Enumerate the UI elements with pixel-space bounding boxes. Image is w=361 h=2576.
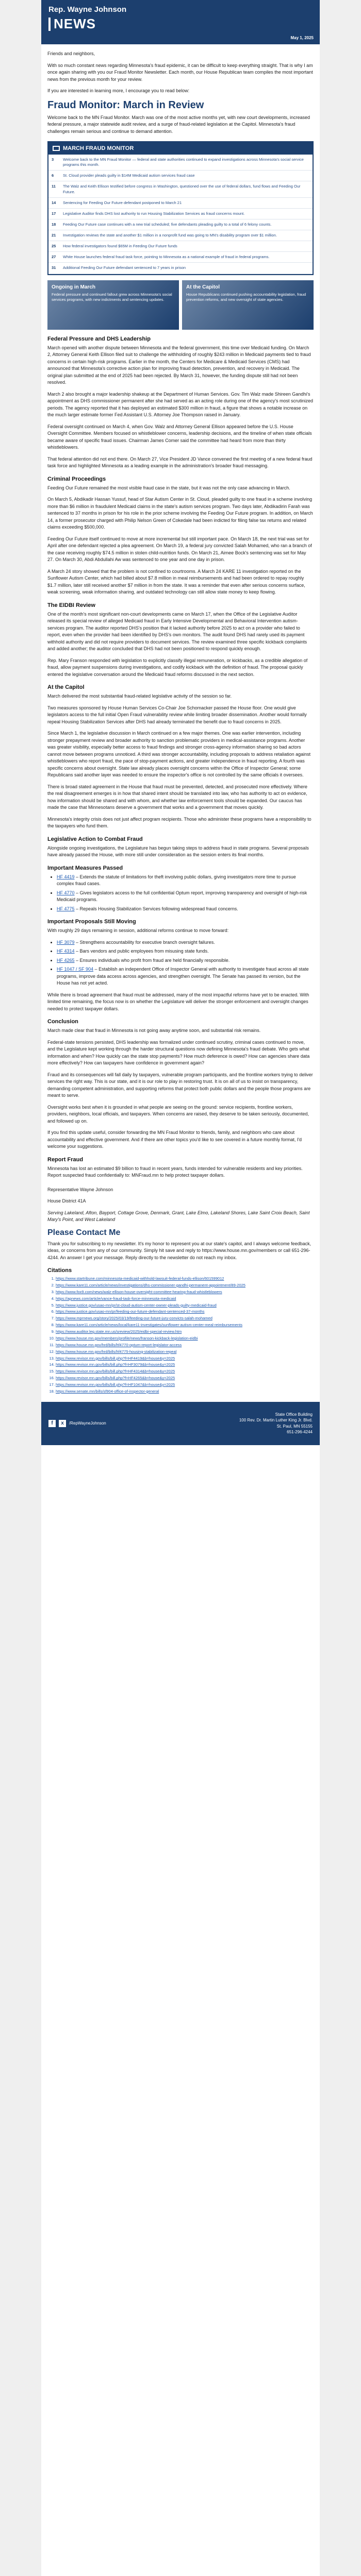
section-paragraph: That federal attention did not end there. On March 27, Vice President JD Vance convened the first meeting of a new federal fraud task force and highlighted Minnesota as a leading example in the administration's broader fraud messaging. (47, 456, 313, 468)
monitor-text[interactable]: Legislative Auditor finds DHS lost authority to run Housing Stabilization Services as fraud concerns mount. (63, 211, 245, 216)
intro (47, 50, 314, 95)
monitor-item[interactable] (48, 219, 313, 230)
citation-link[interactable]: 1. https://www.startribune.com/minnesota-medicaid-withhold-lawsuit-federal-funds-ellison/601599012 (56, 1276, 314, 1282)
monitor-day: 17 (52, 211, 56, 216)
bill-separator: – (74, 957, 80, 963)
monitor-item[interactable] (48, 263, 313, 274)
office-address (180, 1412, 313, 1435)
newsletter-footer (41, 1402, 320, 1445)
bill-item (57, 948, 314, 955)
bill-link[interactable]: HF 4775 (57, 906, 75, 911)
monitor-item[interactable] (48, 209, 313, 219)
newsletter (41, 0, 320, 2576)
fraud-monitor-header (48, 142, 313, 155)
bill-separator: – (74, 890, 80, 895)
monitor-item[interactable] (48, 181, 313, 197)
monitor-day: 25 (52, 244, 56, 249)
article-section (47, 336, 314, 470)
monitor-day: 3 (52, 157, 54, 162)
feature-card (47, 280, 179, 330)
bill-link[interactable]: HF 4265 (57, 957, 75, 963)
bill-link[interactable]: HF 4314 (57, 948, 75, 954)
newsletter-header (41, 0, 320, 44)
citation-link[interactable]: 18. https://www.senate.mn/bills/sf904-office-of-inspector-general (56, 1389, 314, 1395)
citation-link[interactable]: 17. https://www.revisor.mn.gov/bills/bill.php?f=HF1047&b=house&y=2025 (56, 1382, 314, 1388)
citation-link[interactable]: 14. https://www.revisor.mn.gov/bills/bill.php?f=HF3079&b=house&y=2025 (56, 1362, 314, 1368)
issue-date: May 1, 2025 (290, 36, 314, 40)
intro-paragraph: Friends and neighbors, (47, 51, 95, 56)
citation-link[interactable]: 6. https://www.justice.gov/usao-mn/pr/feeding-our-future-defendant-sentenced-37-months (56, 1309, 314, 1315)
monitor-item[interactable] (48, 171, 313, 181)
card-text: House Republicans continued pushing accountability legislation, fraud prevention reforms, and new oversight of state agencies. (186, 292, 306, 302)
card-title: Ongoing in March (52, 284, 95, 290)
bill-link[interactable]: HF 4770 (57, 890, 75, 895)
monitor-text[interactable]: St. Cloud provider pleads guilty in $14M Medicaid autism services fraud case (63, 173, 195, 178)
served-cities: Serving Lakeland, Afton, Bayport, Cottage Grove, Denmark, Grant, Lake Elmo, Lakeland Shores, Lake Saint Croix Beach, Saint Mary's Point, and West Lakeland (47, 1210, 310, 1222)
section-heading: Report Fraud (47, 1156, 84, 1163)
bill-description: Establish an independent Office of Inspector General with authority to investigate fraud across all state programs, improve data access across agencies, and strengthen oversight. The Senate has passed its version, but the House has not yet acted. (57, 967, 309, 986)
section-paragraph: Two measures sponsored by House Human Services Co-Chair Joe Schomacker passed the House floor. One would give legislators access to the full initial Open Fraud vulnerability review while limiting broader dissemination. Another would formally repeal Housing Stabilization Services after DHS had already terminated the benefit due to fraud concerns in 2025. (47, 705, 307, 724)
article-sections (47, 336, 314, 1179)
citation-link[interactable]: 12. https://www.house.mn.gov/hrd/bills/hf4775-housing-stabilization-repeal (56, 1349, 314, 1355)
calendar-icon (53, 146, 60, 151)
article-section (47, 836, 314, 859)
citation-link[interactable]: 15. https://www.revisor.mn.gov/bills/bill.php?f=HF4314&b=house&y=2025 (56, 1369, 314, 1375)
article-section (47, 684, 314, 830)
bill-description: Strengthens accountability for executive branch oversight failures. (79, 939, 215, 945)
signature-name: Representative Wayne Johnson (47, 1187, 113, 1192)
monitor-item[interactable] (48, 241, 313, 252)
article-section (47, 919, 314, 987)
section-intro: With roughly 29 days remaining in session, additional reforms continue to move forward: (47, 928, 229, 933)
section-paragraph: Since March 1, the legislative discussion in March continued on a few major themes. One was earlier intervention, including stronger prepayment review and broader authority to sanction problematic providers in medical-assistance programs. Another was greater visibility, especially better access to fraud findings and stronger cross-agency information sharing so bad actors cannot move between programs unnoticed. A third was stronger accountability, including proposals to address retaliation against whistleblowers who report fraud, the pace of stop-payment actions, and greater independence in fraud reporting. A fourth was specific concerns about oversight. State law already places oversight concerns within the Office of Inspector General; some Republicans said another layer was needed to ensure the inspector's office is not controlled by the same officials it oversees. (47, 731, 311, 777)
monitor-text[interactable]: Feeding Our Future case continues with a new trial scheduled; five defendants pleading guilty to a total of 6 felony counts. (63, 222, 272, 227)
section-paragraph: Alongside ongoing investigations, the Legislature has begun taking steps to address fraud in state programs. Several proposals have already passed the House, with more still under consideration as the session enters its final months. (47, 845, 309, 857)
x-icon[interactable]: x (59, 1420, 66, 1427)
section-paragraph: If you find this update useful, consider forwarding the MN Fraud Monitor to friends, family, and neighbors who care about accountability and effective government. And if there are other topics you'd like to see covered in a future monthly format, I'd welcome your suggestions. (47, 1130, 302, 1149)
card-title: At the Capitol (186, 284, 220, 290)
monitor-day: 31 (52, 265, 56, 270)
section-paragraph: March 2 also brought a major leadership shakeup at the Department of Human Services. Gov. Tim Walz made Shireen Gandhi's appointment as DHS commissioner permanent after she had served as an acting role during one of the agency's most scrutinized periods. The agency reported that it has deployed an estimated $300 million in fraud, a figure that shows a notable increase on the much larger estimate former Fed Assistant U.S. Attorney Joe Thompson raised in January. (47, 391, 313, 417)
office-phone: 651-296-4244 (287, 1430, 313, 1435)
bill-separator: – (74, 939, 80, 945)
section-paragraph: Federal-state tensions persisted, DHS leadership was formalized under continued scrutiny, criminal cases continued to move, and the Legislature kept working through the harder structural questions now defining Minnesota's fraud debate. Who gets what information and when? How quickly can the state stop payments? How much deference is owed? How can agencies share data more effectively? How can taxpayers have confidence in government again? (47, 1039, 310, 1065)
section-heading: Important Proposals Still Moving (47, 919, 136, 925)
section-paragraph: Minnesota's integrity crisis does not just affect program recipients. Those who administer these programs have a responsibility to the taxpayers who fund them. (47, 816, 311, 828)
monitor-text[interactable]: Welcome back to the MN Fraud Monitor — federal and state authorities continued to expand investigations across Minnesota's social service programs this month. (63, 157, 304, 167)
monitor-item[interactable] (48, 252, 313, 263)
citation-link[interactable]: 13. https://www.revisor.mn.gov/bills/bill.php?f=HF4419&b=house&y=2025 (56, 1356, 314, 1362)
article-section (47, 602, 314, 679)
signature-district: House District 41A (47, 1198, 86, 1204)
section-paragraph: March opened with another dispute between Minnesota and the federal government, this time over Medicaid funding. On March 2, Attorney General Keith Ellison filed suit to challenge the withholding of roughly $243 million in Medicaid payments tied to fraud concerns in certain high-risk programs. Earlier in the month, the Centers for Medicare & Medicaid Services (CMS) had announced that Minnesota's corrective action plan for improving fraud detection, prevention, and recovery in Medicaid. The original plan submitted at the end of 2025 had been rejected. By March 31, however, the funding dispute still had not been resolved. (47, 345, 311, 385)
citation-link[interactable]: 9. https://www.auditor.leg.state.mn.us/sreview/2025/eidbi-special-review.htm (56, 1329, 314, 1335)
citation-link[interactable]: 7. https://www.mprnews.org/story/2025/03/19/feeding-our-future-jury-convicts-salah-mohamed (56, 1316, 314, 1321)
monitor-day: 11 (52, 184, 56, 189)
bill-separator: – (74, 948, 80, 954)
bill-link[interactable]: HF 4419 (57, 874, 75, 879)
monitor-text[interactable]: Investigation reviews the state and another $1 million in a nonprofit fund was going to MN's disability program over $1 million. (63, 233, 277, 238)
bill-separator: – (93, 967, 99, 972)
fraud-monitor-box (47, 141, 314, 275)
feature-card (182, 280, 314, 330)
monitor-day: 27 (52, 255, 56, 260)
bill-description: Gives legislators access to the full confidential Optum report, improving transparency and oversight of high-risk Medicaid programs. (57, 890, 307, 902)
article-section (47, 1157, 314, 1179)
monitor-text[interactable]: White House launches federal fraud task force, pointing to Minnesota as a national example of fraud in federal programs. (63, 255, 270, 260)
monitor-text[interactable]: How federal investigators found $65M in Feeding Our Future funds (63, 244, 177, 249)
section-heading: At the Capitol (47, 684, 85, 690)
bill-item (57, 939, 314, 946)
section-paragraph: March made clear that fraud in Minnesota is not going away anytime soon, and substantial risk remains. (47, 1028, 261, 1033)
section-paragraph: Feeding Our Future itself continued to move at more incremental but still important pace. On March 18, the next trial was set for April after one defendant rejected a plea agreement. On March 19, a federal jury convicted Salah Mohamed, who ran a branch of the case receiving roughly $74.5 million in stolen child-nutrition funds. On March 21, Aimee Bock's sentencing was set for May 27. On March 30, Abdi Abdullahi Aw was sentenced to one year and one day in prison. (47, 536, 312, 562)
section-paragraph: There is broad stated agreement in the House that fraud must be prevented, detected, and prosecuted more effectively. Where the real disagreement emerges is in how that shared intent should be translated into law, who has authority to act on evidence, how information should be shared and with whom, and whether law enforcement tools should be expanded. Our caucus has made the case that Minnesotans deserve a government that works and a government that moves quickly. (47, 784, 307, 810)
citations (47, 1267, 314, 1395)
news-label: NEWS (54, 16, 96, 31)
bill-description: Extends the statute of limitations for theft involving public dollars, giving investigators more time to pursue complex fraud cases. (57, 874, 296, 886)
monitor-text[interactable]: Additional Feeding Our Future defendant sentenced to 7 years in prison (63, 265, 186, 270)
news-wordmark (48, 16, 313, 32)
section-paragraph: Minnesota has lost an estimated $9 billion to fraud in recent years, funds intended for vulnerable residents and key priorities. Report suspected fraud confidentially to: MNFraud.mn to help protect taxpayer dollars. (47, 1165, 303, 1178)
intro-paragraph: With so much constant news regarding Minnesota's fraud epidemic, it can be difficult to keep everything straight. That is why I am once again sharing with you our Fraud Monitor Newsletter. Each month, our House Republican team compiles the most important news from the previous month for your review. (47, 62, 313, 82)
article-section (47, 1019, 314, 1150)
bill-item (57, 874, 314, 888)
monitor-text[interactable]: The Walz and Keith Ellison testified before congress in Washington, questioned over the use of federal dollars, fund flows and Feeding Our Future. (63, 184, 301, 194)
article-section (47, 992, 314, 1013)
section-paragraph: Feeding Our Future remained the most visible fraud case in the state, but it was not the only case advancing in March. (47, 485, 290, 490)
bill-separator: – (74, 906, 80, 911)
section-paragraph: While there is broad agreement that fraud must be addressed, many of the most impactful reforms have yet to be enacted. With limited time remaining, the focus now is on whether the Legislature will deliver the stronger enforcement and oversight changes needed to protect taxpayer dollars. (47, 992, 309, 1011)
bill-list (47, 874, 314, 913)
facebook-icon[interactable]: f (48, 1420, 56, 1427)
monitor-text[interactable]: Sentencing for Feeding Our Future defendant postponed to March 21 (63, 200, 182, 205)
contact-text: Thank you for subscribing to my newsletter. It's my honor to represent you at our state's capitol, and I always welcome feedback, ideas, or concerns from any of our community. Simply hit save and reply to https://www.house.mn.gov/members or call 651-296-4244. An answer I get your message. Reply directly to the newsletter do not reach my inbox. (47, 1241, 311, 1260)
section-heading: Important Measures Passed (47, 865, 123, 871)
citations-heading: Citations (47, 1267, 72, 1274)
section-paragraph: Rep. Mary Franson responded with legislation to explicitly classify illegal remuneration, or kickbacks, as a credible allegation of fraud, allow payment suspensions during investigations, and codify kickback with the definition of fraud. The proposal quickly entered the legislative conversation around the Medicaid fraud reforms discussed in the next section. (47, 657, 308, 677)
bill-item (57, 966, 314, 987)
monitor-item[interactable] (48, 155, 313, 171)
headline: Fraud Monitor: March in Review (47, 99, 204, 111)
bill-link[interactable]: HF 1047 / SF 904 (57, 967, 94, 972)
citation-list (47, 1276, 314, 1395)
section-paragraph: Fraud and its consequences will fall daily by taxpayers, vulnerable program participants, and the frontline workers trying to deliver services the right way. This is our state, and it is our role to play in restoring trust. It is on all of us to insist on transparency, demanding competent administration, and supporting reforms that protect both public dollars and the people those programs are meant to serve. (47, 1072, 313, 1098)
article-section (47, 865, 314, 913)
bill-description: Repeals Housing Stabilization Services following widespread fraud concerns. (79, 906, 238, 911)
bill-item (57, 957, 314, 964)
section-paragraph: A March 24 story showed that the problem is not confined to courtrooms. A March 24 KARE 11 investigation reported on the Sunflower Autism Center, which had billed about $7.8 million in meal reimbursements and had been ordered to repay roughly $1.7 million, later still received another $7 million in from the state. It was a reminder that even after serious concerns surface, weak screening, weak information sharing, and outdated technology can still allow state money to keep flowing. (47, 568, 305, 595)
monitor-item[interactable] (48, 198, 313, 209)
lead-paragraph: Welcome back to the MN Fraud Monitor. March was one of the most active months yet, with new court developments, increased federal pressure, a major statewide audit review, and a surge of fraud-related legislation at the Capitol. Minnesota's fraud challenges remain serious and continue to demand attention. (47, 114, 310, 134)
citation-link[interactable]: 4. https://apnews.com/article/vance-fraud-task-force-minnesota-medicaid (56, 1296, 314, 1302)
bill-item (57, 890, 314, 904)
monitor-item[interactable] (48, 230, 313, 241)
section-heading: The EIDBI Review (47, 602, 95, 608)
feature-cards (47, 280, 314, 330)
citation-link[interactable]: 8. https://www.kare11.com/article/news/local/kare11-investigates/sunflower-autism-center-meal-reimbursements (56, 1323, 314, 1328)
fraud-monitor-list (48, 155, 313, 274)
bill-item (57, 906, 314, 913)
address-line: St. Paul, MN 55155 (276, 1423, 313, 1429)
representative-name: Rep. Wayne Johnson (48, 5, 127, 14)
card-text: Federal pressure and continued fallout grew across Minnesota's social services programs, with new indictments and sentencing updates. (52, 292, 172, 302)
citation-link[interactable]: 11. https://www.house.mn.gov/hrd/bills/hf4770-optum-report-legislator-access (56, 1343, 314, 1348)
social-handle[interactable]: /RepWayneJohnson (69, 1421, 106, 1426)
wordmark-bar (48, 18, 51, 31)
social-links (48, 1420, 180, 1427)
section-paragraph: On March 5, Abdikadir Hassan Yussuf, head of Star Autism Center in St. Cloud, pleaded guilty to one fraud in a scheme involving more than $6 million in fraudulent Medicaid claims in the state's autism services program. Two days later, Abdikadirin Farah was sentenced to 37 months in prison for his role in the prior scheme involving the Feeding Our Future program. In addition, on March 14, a former prosecutor charged with Philip Nelson Green of Cokedale had been indicted for filing false tax returns and related claims exceeding $500,000. (47, 497, 313, 530)
citation-link[interactable]: 16. https://www.revisor.mn.gov/bills/bill.php?f=HF4265&b=house&y=2025 (56, 1376, 314, 1381)
address-line: 100 Rev. Dr. Martin Luther King Jr. Blvd. (239, 1418, 313, 1423)
citation-link[interactable]: 5. https://www.justice.gov/usao-mn/pr/st-cloud-autism-center-owner-pleads-guilty-medicaid-fraud (56, 1303, 314, 1309)
bill-link[interactable]: HF 3079 (57, 939, 75, 945)
contact-heading: Please Contact Me (47, 1228, 121, 1237)
bill-description: Ensures individuals who profit from fraud are held financially responsible. (79, 957, 230, 963)
fraud-monitor-label: MARCH FRAUD MONITOR (63, 145, 134, 151)
section-paragraph: Federal oversight continued on March 4, when Gov. Walz and Attorney General Ellison appeared before the U.S. House Oversight Committee. Members focused on whistleblower concerns, leadership decisions, and the timeline of when state officials became aware of specific fraud issues. Chairman James Comer said the committee had heard from more than thirty whistleblowers. (47, 423, 312, 450)
monitor-day: 6 (52, 173, 54, 178)
section-heading: Conclusion (47, 1019, 78, 1025)
citation-link[interactable]: 3. https://www.fox9.com/news/walz-ellison-house-oversight-committee-hearing-fraud-whistleblowers (56, 1290, 314, 1295)
article-section (47, 476, 314, 596)
intro-paragraph: If you are interested in learning more, I encourage you to read below: (47, 88, 190, 93)
section-paragraph: March delivered the most substantial fraud-related legislative activity of the session so far. (47, 693, 232, 699)
bill-description: Bars vendors and public employees from misusing state funds. (79, 948, 209, 954)
monitor-day: 21 (52, 233, 56, 238)
bill-list (47, 939, 314, 987)
section-heading: Federal Pressure and DHS Leadership (47, 335, 151, 342)
address-line: State Office Building (275, 1412, 313, 1417)
monitor-day: 14 (52, 200, 56, 205)
citation-link[interactable]: 2. https://www.kare11.com/article/news/investigations/dhs-commissioner-gandhi-permanent-appointment/89-2025 (56, 1283, 314, 1289)
section-heading: Legislative Action to Combat Fraud (47, 836, 143, 842)
section-heading: Criminal Proceedings (47, 476, 106, 482)
monitor-day: 18 (52, 222, 56, 227)
citation-link[interactable]: 10. https://www.house.mn.gov/members/profile/news/franson-kickback-legislation-eidbi (56, 1336, 314, 1342)
bill-separator: – (74, 874, 80, 879)
newsletter-body (41, 44, 320, 1395)
section-paragraph: Oversight works best when it is grounded in what people are seeing on the ground: service recipients, frontline workers, providers, neighbors, local officials, and taxpayers. When concerns are raised, they deserve to be taken seriously, documented, and followed up on. (47, 1104, 309, 1124)
section-paragraph: One of the month's most significant non-court developments came on March 17, when the Office of the Legislative Auditor released its special review of alleged Medicaid fraud in Early Intensive Developmental and Behavioral Intervention autism-services program. The auditor reported DHS's position that it lacked authority before 2025 to act on a provider who failed to report, even when the provider had been identified by DHS's own monitors. The audit found DHS had rarely used its payment withhold authority and did not require providers to document services. The review examined three specific kickback complaints and added another; the auditor concluded that DHS had not been positioned to respond quickly enough. (47, 611, 307, 651)
